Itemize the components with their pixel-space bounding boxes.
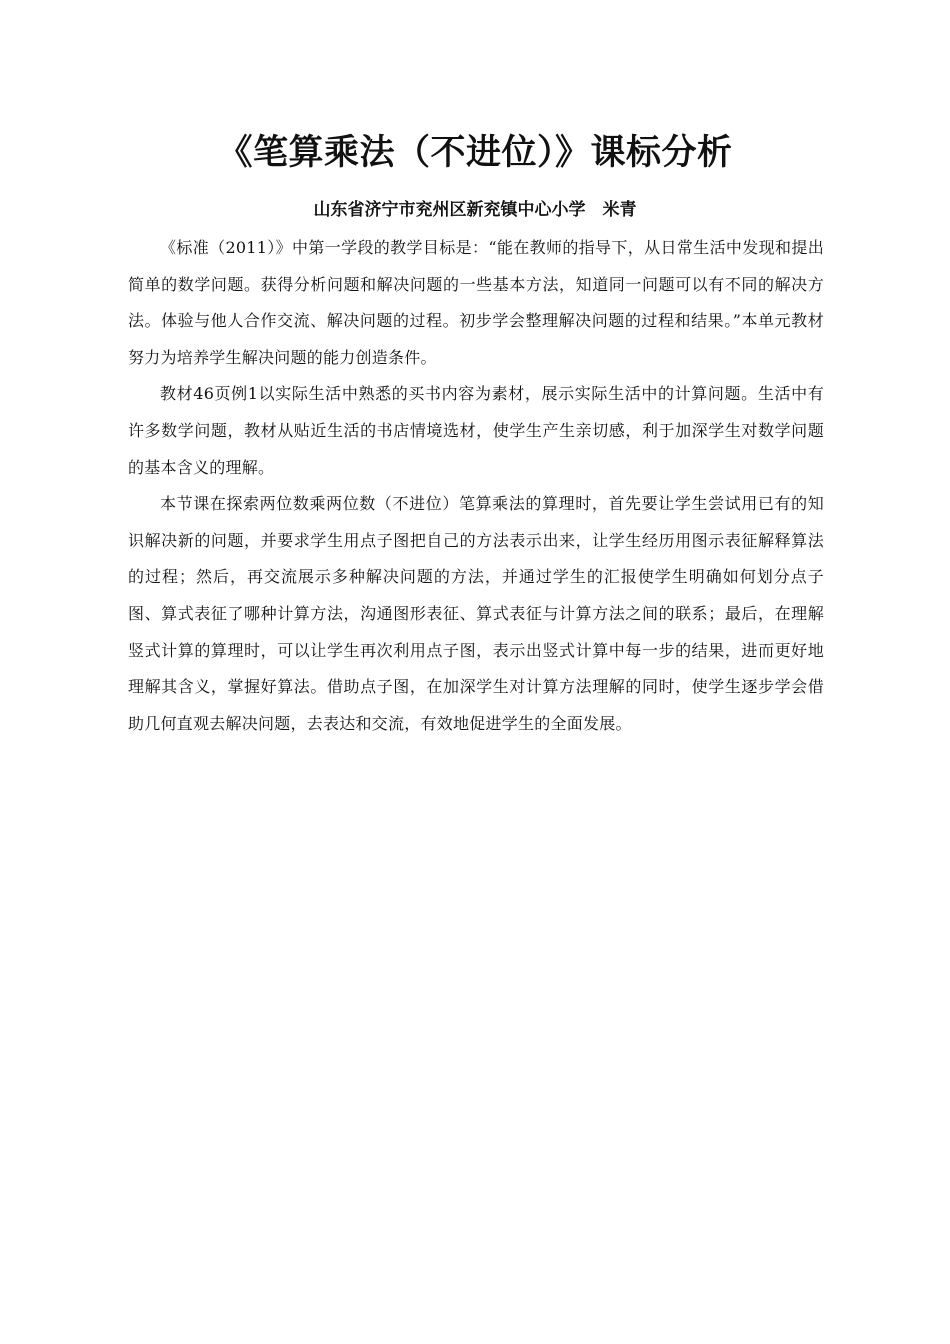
paragraph-lesson-approach: 本节课在探索两位数乘两位数（不进位）笔算乘法的算理时，首先要让学生尝试用已有的知识解决新的问题，并要求学生用点子图把自己的方法表示出来，让学生经历用图示表征解释算法的过程；然后，再交流展示多种解决问题的方法，并通过学生的汇报使学生明确如何划分点子图、算式表征了哪种计算方法，沟通图形表征、算式表征与计算方法之间的联系；最后，在理解竖式计算的算理时，可以让学生再次利用点子图，表示出竖式计算中每一步的结果，进而更好地理解其含义，掌握好算法。借助点子图，在加深学生对计算方法理解的同时，使学生逐步学会借助几何直观去解决问题，去表达和交流，有效地促进学生的全面发展。	[128, 494, 824, 733]
document-title: 《笔算乘法（不进位）》课标分析	[217, 133, 733, 173]
paragraph-standard-goals: 《标准（2011）》中第一学段的教学目标是：“能在教师的指导下，从日常生活中发现和提出简单的数学问题。获得分析问题和解决问题的一些基本方法，知道同一问题可以有不同的解决方法。体验与他人合作交流、解决问题的过程。初步学会整理解决问题的过程和结果。”本单元教材努力为培养学生解决问题的能力创造条件。	[128, 238, 824, 367]
paragraph-textbook-example: 教材46页例1以实际生活中熟悉的买书内容为素材，展示实际生活中的计算问题。生活中有许多数学问题，教材从贴近生活的书店情境选材，使学生产生亲切感，利于加深学生对数学问题的基本含义的理解。	[128, 384, 824, 477]
author-line: 山东省济宁市兖州区新兖镇中心小学 米青	[313, 200, 637, 220]
document-body	[128, 230, 824, 742]
